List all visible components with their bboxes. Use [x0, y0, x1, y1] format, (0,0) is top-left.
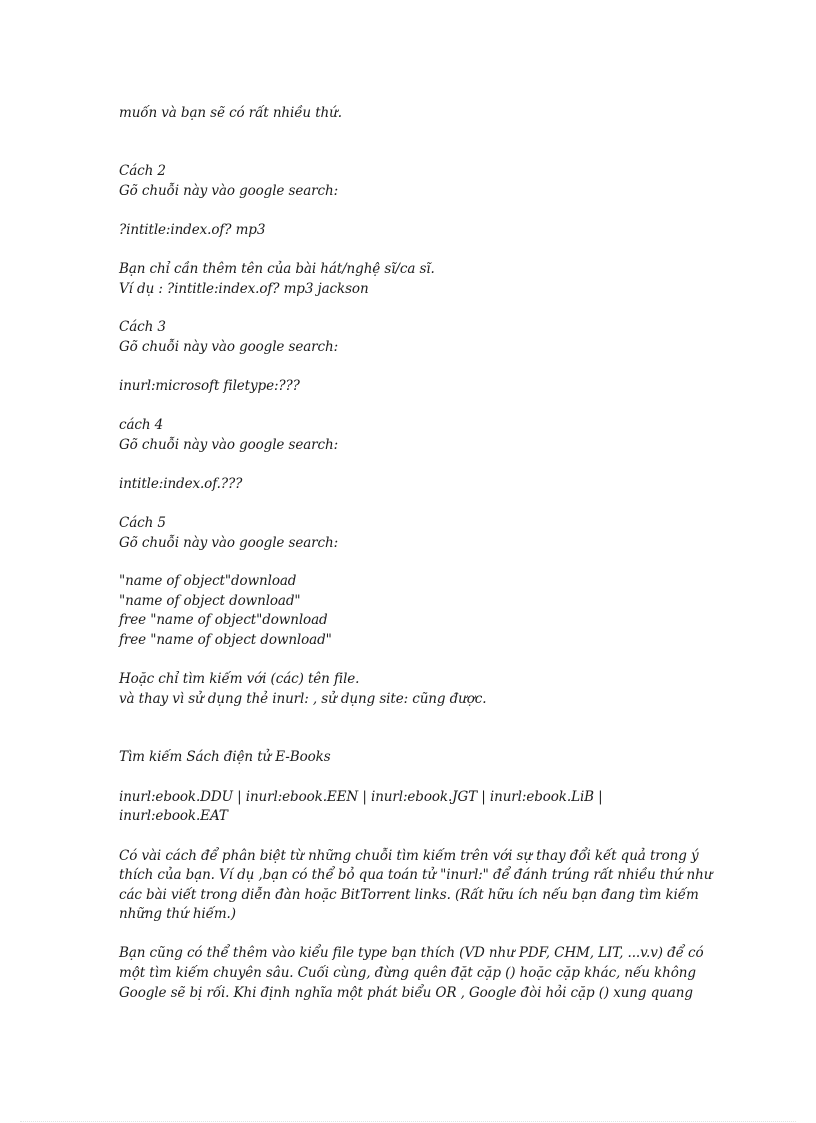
method4-instruction: Gõ chuỗi này vào google search: — [119, 437, 339, 453]
ebooks-paragraph2-line2: một tìm kiếm chuyên sâu. Cuối cùng, đừng quên đặt cặp () hoặc cặp khác, nếu không — [119, 965, 696, 981]
method2-heading: Cách 2 — [119, 163, 166, 179]
method3-query: inurl:microsoft filetype:??? — [119, 378, 300, 394]
method2-note: Bạn chỉ cần thêm tên của bài hát/nghệ sĩ/ca sĩ. — [119, 261, 435, 277]
ebooks-heading: Tìm kiếm Sách điện tử E-Books — [119, 749, 331, 765]
ebooks-paragraph1-line4: những thứ hiếm.) — [119, 906, 236, 922]
method5-note-1: Hoặc chỉ tìm kiếm với (các) tên file. — [119, 671, 360, 687]
method3-instruction: Gõ chuỗi này vào google search: — [119, 339, 339, 355]
intro-text: muốn và bạn sẽ có rất nhiều thứ. — [119, 105, 342, 121]
ebooks-query-1: inurl:ebook.DDU | inurl:ebook.EEN | inurl:ebook.JGT | inurl:ebook.LiB | — [119, 789, 603, 805]
ebooks-paragraph1-line3: các bài viết trong diễn đàn hoặc BitTorrent links. (Rất hữu ích nếu bạn đang tìm kiếm — [119, 887, 699, 903]
method5-query-3: free "name of object"download — [119, 612, 328, 628]
method4-query: intitle:index.of.??? — [119, 476, 243, 492]
method2-instruction: Gõ chuỗi này vào google search: — [119, 183, 339, 199]
method5-query-1: "name of object"download — [119, 573, 297, 589]
ebooks-paragraph2-line1: Bạn cũng có thể thêm vào kiểu file type bạn thích (VD như PDF, CHM, LIT, ...v.v) để có — [119, 945, 704, 961]
method4-heading: cách 4 — [119, 417, 164, 433]
method2-query: ?intitle:index.of? mp3 — [119, 222, 266, 238]
method5-query-4: free "name of object download" — [119, 632, 332, 648]
method5-query-2: "name of object download" — [119, 593, 301, 609]
method2-example: Ví dụ : ?intitle:index.of? mp3 jackson — [119, 281, 369, 297]
ebooks-paragraph2-line3: Google sẽ bị rối. Khi định nghĩa một phát biểu OR , Google đòi hỏi cặp () xung quang — [119, 985, 693, 1001]
method5-instruction: Gõ chuỗi này vào google search: — [119, 535, 339, 551]
ebooks-paragraph1-line2: thích của bạn. Ví dụ ,bạn có thể bỏ qua toán tử "inurl:" để đánh trúng rất nhiều thứ như — [119, 867, 713, 883]
page-bottom-edge — [20, 1121, 796, 1122]
ebooks-paragraph1-line1: Có vài cách để phân biệt từ những chuỗi tìm kiếm trên với sự thay đổi kết quả trong ý — [119, 848, 699, 864]
method5-note-2: và thay vì sử dụng thẻ inurl: , sử dụng site: cũng được. — [119, 691, 487, 707]
method5-heading: Cách 5 — [119, 515, 166, 531]
method3-heading: Cách 3 — [119, 319, 166, 335]
ebooks-query-2: inurl:ebook.EAT — [119, 808, 228, 824]
